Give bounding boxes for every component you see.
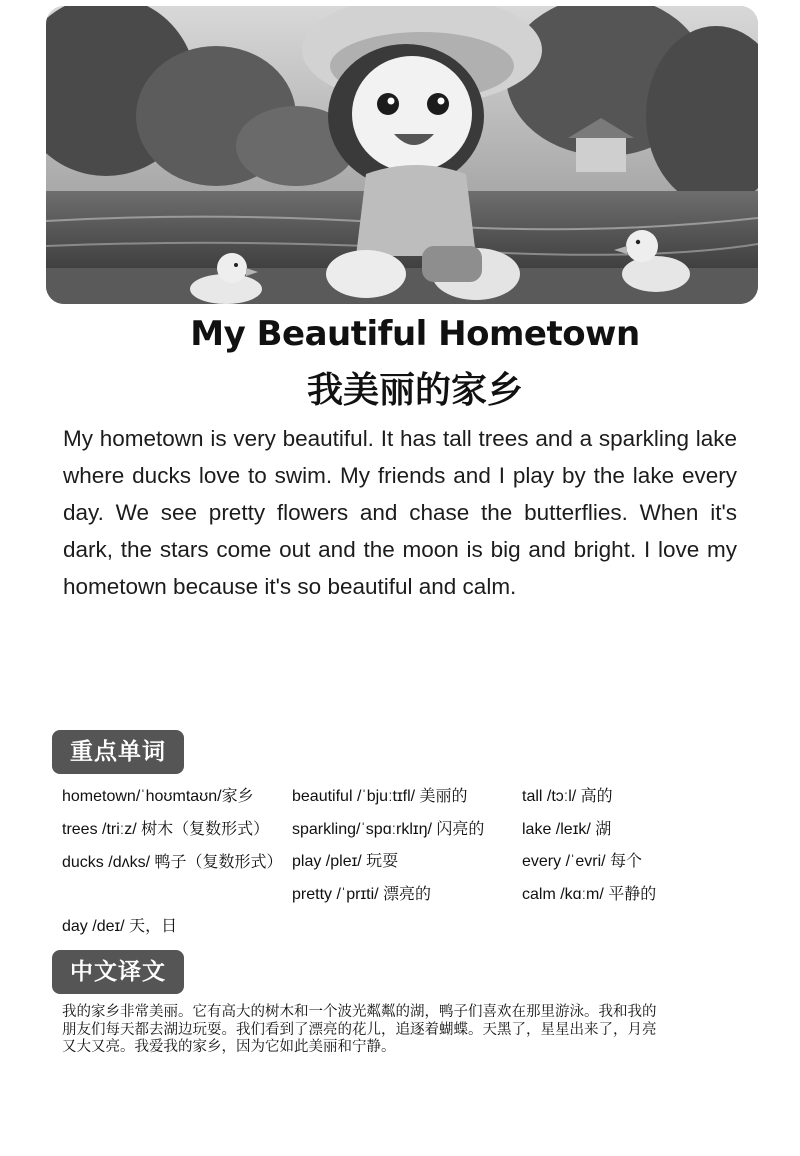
vocab-item: calm /kɑːm/ 平静的	[522, 885, 657, 903]
title-english: My Beautiful Hometown	[190, 314, 640, 354]
vocabulary-column-2	[292, 782, 520, 912]
vocab-item: day /deɪ/ 天，日	[62, 918, 178, 935]
vocab-item: tall /tɔːl/ 高的	[522, 788, 613, 805]
vocabulary-heading: 重点单词	[52, 730, 184, 774]
vocab-item: sparkling/ˈspɑːrklɪŋ/ 闪亮的	[292, 820, 485, 838]
story-paragraph: My hometown is very beautiful. It has tall trees and a sparkling lake where ducks love to swim. My friends and I play by the lake every day. We see pretty flowers and chase the butterflies. When it's dark, the stars come out and the moon is big and bright. I love my hometown because it's so beautiful and calm.	[63, 426, 737, 599]
translation-paragraph: 我的家乡非常美丽。它有高大的树木和一个波光粼粼的湖，鸭子们喜欢在那里游泳。我和我的朋友们每天都去湖边玩耍。我们看到了漂亮的花儿，追逐着蝴蝶。天黑了，星星出来了，月亮又大又亮。我爱我的家乡，因为它如此美丽和宁静。	[62, 1004, 657, 1055]
translation-heading: 中文译文	[52, 950, 184, 994]
vocabulary-column-3	[522, 782, 742, 912]
vocab-item: play /pleɪ/ 玩耍	[292, 853, 399, 870]
vocab-item: trees /triːz/ 树木（复数形式）	[62, 820, 270, 838]
vocab-item: hometown/ˈhoʊmtaʊn/家乡	[62, 788, 254, 805]
vocabulary-column-1	[62, 782, 290, 945]
vocab-item: pretty /ˈprɪti/ 漂亮的	[292, 885, 432, 903]
vocab-item: beautiful /ˈbjuːtɪfl/ 美丽的	[292, 788, 468, 805]
girl-by-lake-illustration	[46, 6, 758, 304]
vocab-item: every /ˈevri/ 每个	[522, 853, 643, 870]
vocab-item: lake /leɪk/ 湖	[522, 820, 612, 838]
title-chinese: 我美丽的家乡	[306, 370, 523, 411]
vocab-item: ducks /dʌks/ 鸭子（复数形式）	[62, 854, 283, 871]
